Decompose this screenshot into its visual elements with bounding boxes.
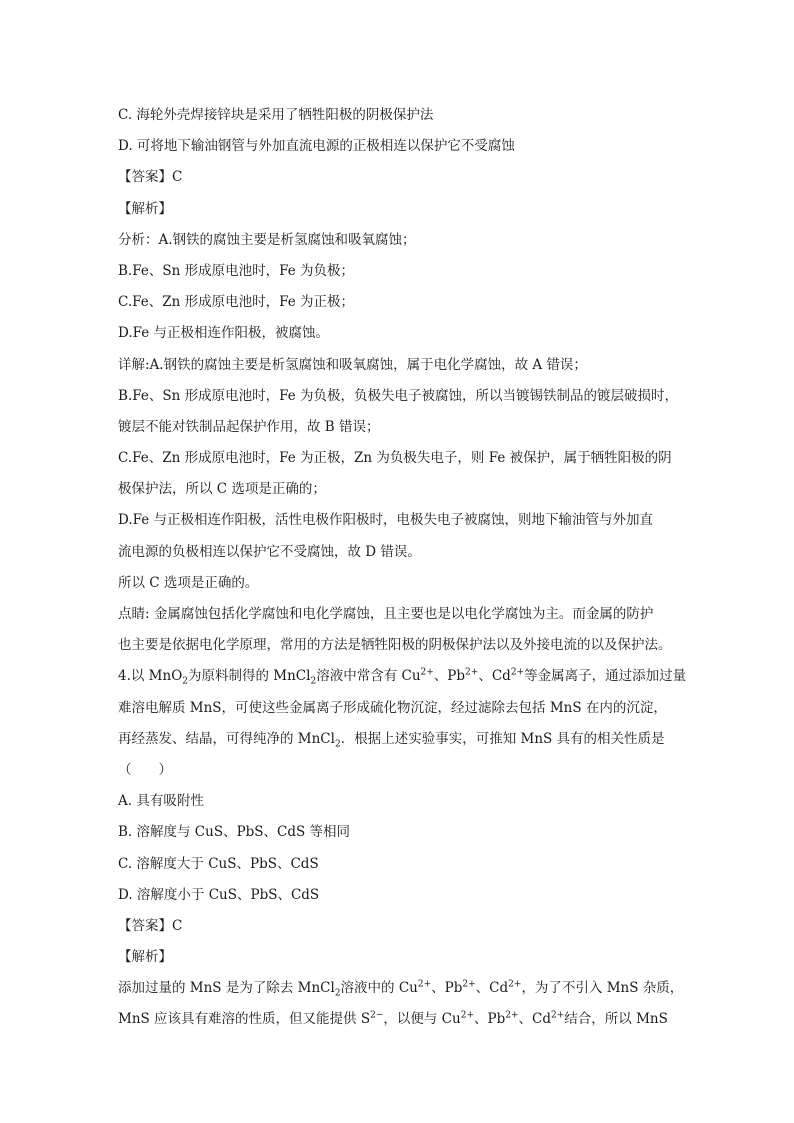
explanation-line-1: 添加过量的 MnS 是为了除去 MnCl$_2$溶液中的 $Cu^{2+}$、$Pb^{2+}$、$Cd^{2+}$，为了不引入 MnS 杂质， — [118, 979, 684, 999]
option-d: D. 溶解度小于 CuS、PbS、CdS — [118, 886, 320, 903]
tip-line: 也主要是依据电化学原理，常用的方法是牺牲阳极的阴极保护法以及外接电流的以及保护法。 — [118, 637, 672, 654]
question-4-line-1: 4.以 MnO$_2$为原料制得的 MnCl$_2$溶液中常含有 $Cu^{2+}$、$Pb^{2+}$、$Cd^{2+}$等金属离子，通过添加过量 — [118, 667, 687, 688]
detail-line: 镀层不能对铁制品起保护作用，故 B 错误； — [118, 418, 380, 435]
analysis-line: B.Fe、Sn 形成原电池时，Fe 为负极； — [118, 262, 354, 279]
question-4-blank: （ ） — [118, 761, 172, 778]
option-b: B. 溶解度与 CuS、PbS、CdS 等相同 — [118, 824, 351, 841]
detail-line: B.Fe、Sn 形成原电池时，Fe 为负极，负极失电子被腐蚀，所以当镀锡铁制品的镀层破损时， — [118, 387, 678, 404]
conclusion-line: 所以 C 选项是正确的。 — [118, 574, 259, 591]
option-c: C. 溶解度大于 CuS、PbS、CdS — [118, 855, 319, 872]
answer-line: 【答案】C — [118, 917, 183, 934]
option-c-line: C. 海轮外壳焊接锌块是采用了牺牲阳极的阴极保护法 — [118, 107, 434, 123]
document-body — [118, 100, 687, 1036]
option-d-line: D. 可将地下输油钢管与外加直流电源的正极相连以保护它不受腐蚀 — [118, 138, 515, 155]
detail-line: 详解:A.钢铁的腐蚀主要是析氢腐蚀和吸氧腐蚀，属于电化学腐蚀，故 A 错误； — [118, 356, 587, 373]
tip-line: 点睛: 金属腐蚀包括化学腐蚀和电化学腐蚀，且主要也是以电化学腐蚀为主。而金属的防护 — [118, 606, 654, 622]
analysis-line: 分析：A.钢铁的腐蚀主要是析氢腐蚀和吸氧腐蚀； — [118, 231, 416, 248]
answer-line: 【答案】C — [118, 169, 183, 186]
detail-line: 极保护法，所以 C 选项是正确的； — [118, 481, 326, 498]
analysis-heading: 【解析】 — [118, 949, 172, 966]
detail-line: 流电源的负极相连以保护它不受腐蚀，故 D 错误。 — [118, 543, 421, 560]
detail-line: D.Fe 与正极相连作阳极，活性电极作阳极时，电极失电子被腐蚀，则地下输油管与外加直 — [118, 512, 654, 529]
analysis-heading: 【解析】 — [118, 200, 172, 217]
option-a: A. 具有吸附性 — [118, 793, 204, 810]
detail-line: C.Fe、Zn 形成原电池时，Fe 为正极，Zn 为负极失电子，则 Fe 被保护，属于牺牲阳极的阴 — [118, 450, 672, 467]
question-4-line-3: 再经蒸发、结晶，可得纯净的 MnCl$_2$．根据上述实验事实，可推知 MnS 具有的相关性质是 — [118, 730, 665, 750]
explanation-line-2: MnS 应该具有难溶的性质，但又能提供 $S^{2-}$，以便与 $Cu^{2+}$、$Pb^{2+}$、$Cd^{2+}$结合，所以 MnS — [118, 1010, 668, 1028]
analysis-line: D.Fe 与正极相连作阳极，被腐蚀。 — [118, 325, 330, 342]
question-4-line-2: 难溶电解质 MnS，可使这些金属离子形成硫化物沉淀，经过滤除去包括 MnS 在内的沉淀， — [118, 699, 667, 716]
analysis-line: C.Fe、Zn 形成原电池时，Fe 为正极； — [118, 294, 355, 311]
